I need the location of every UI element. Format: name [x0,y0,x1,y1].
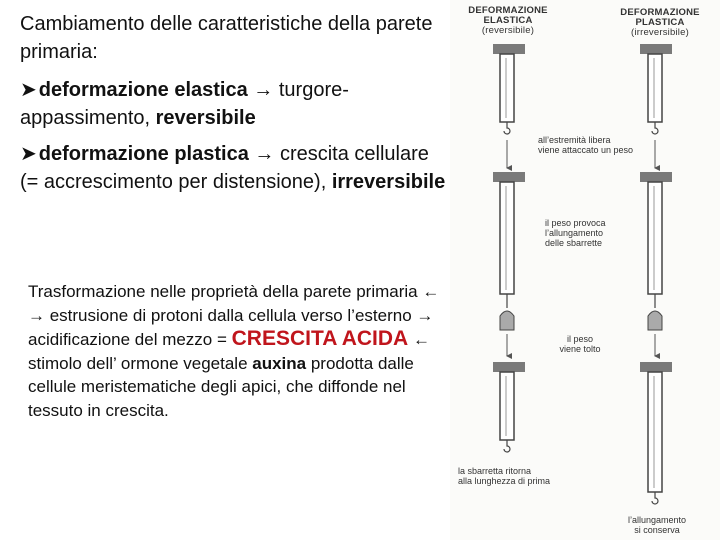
rod-left-1 [500,54,514,122]
hook-left-1 [504,122,510,134]
rod-right-1 [648,54,662,122]
caption-elongation-line3: delle sbarrette [545,238,603,248]
clamp-left-2 [493,172,525,182]
plastic-title-line3: (irreversibile) [631,27,689,38]
caption-returns [458,466,578,486]
clamp-left-1 [493,44,525,54]
clamp-right-2 [640,172,672,182]
para-text-d: stimolo dell’ ormone vegetale [28,353,253,373]
deformation-figure [450,0,720,540]
caption-returns-line1: la sbarretta ritorna [458,466,532,476]
elastic-title-line2: ELASTICA [483,15,533,26]
bullet-elastic [20,76,450,132]
caption-weight-removed-line2: viene tolto [559,344,601,354]
rod-left-2 [500,182,514,294]
bullet-plastic-text: crescita cellulare (= accrescimento per distensione), [20,143,429,193]
caption-weight-removed-line1: il peso [566,334,593,344]
weight-right [648,311,662,330]
para-text-e: prodotta dalle cellule meristematiche degli apici, che diffonde nel tessuto in crescita. [28,353,414,420]
caption-elongation [545,218,635,248]
bullet-plastic-term: deformazione plastica [38,143,249,165]
rod-right-3 [648,372,662,492]
clamp-left-3 [493,362,525,372]
hook-left-3 [504,440,510,452]
crescita-acida-highlight: CRESCITA ACIDA [231,327,409,350]
para-text-c: acidificazione del mezzo = [28,330,232,349]
deformation-diagram [450,0,720,540]
elastic-title-line1: DEFORMAZIONE [468,5,548,16]
plastic-title [610,8,710,38]
hook-right-1 [652,122,658,134]
caption-attach-weight [538,135,643,155]
text-column [20,10,450,204]
left-arrow-icon: ← [422,282,440,301]
bullet-plastic-bold: irreversibile [331,171,446,193]
para-text-b: estrusione di protoni dalla cellula verso l’esterno [45,305,417,325]
right-arrow-icon: → [416,305,434,325]
right-arrow-icon: → [253,79,274,101]
bullet-elastic-term: deformazione elastica [38,79,248,101]
elastic-title [458,6,558,36]
caption-preserved [612,515,702,535]
caption-preserved-line1: l’allungamento [627,515,687,525]
right-arrow-icon: → [254,143,275,165]
bullet-elastic-text-b: appassimento, [20,107,156,129]
bullet-plastic [20,140,450,196]
auxina-term: auxina [252,353,307,373]
clamp-right-1 [640,44,672,54]
para-text-a: Trasformazione nelle proprietà della parete primaria [28,282,423,301]
bullet-arrow-icon: ➤ [20,143,37,165]
caption-preserved-line2: si conserva [634,525,680,535]
explanation-paragraph [28,280,448,422]
rod-left-3 [500,372,514,440]
clamp-right-3 [640,362,672,372]
left-arrow-icon: ← [412,330,430,349]
caption-weight-removed [550,334,610,354]
plastic-column [640,44,672,504]
weight-left [500,311,514,330]
elastic-column [493,44,525,452]
caption-elongation-line1: il peso provoca [545,218,606,228]
caption-attach-weight-line2: viene attaccato un peso [538,145,634,155]
elastic-title-line3: (reversibile) [481,25,535,36]
plastic-title-line2: PLASTICA [635,17,685,28]
right-arrow-icon: → [28,305,45,325]
plastic-title-line1: DEFORMAZIONE [620,7,700,18]
hook-right-3 [652,492,658,504]
caption-attach-weight-line1: all’estremità libera [538,135,611,145]
caption-elongation-line2: l’allungamento [545,228,604,238]
caption-returns-line2: alla lunghezza di prima [458,476,551,486]
slide-heading: Cambiamento delle caratteristiche della parete primaria: [20,13,433,63]
bullet-elastic-text-a: turgore- [278,79,349,101]
bullet-arrow-icon: ➤ [20,79,37,101]
bullet-elastic-bold: reversibile [155,107,256,129]
rod-right-2 [648,182,662,294]
